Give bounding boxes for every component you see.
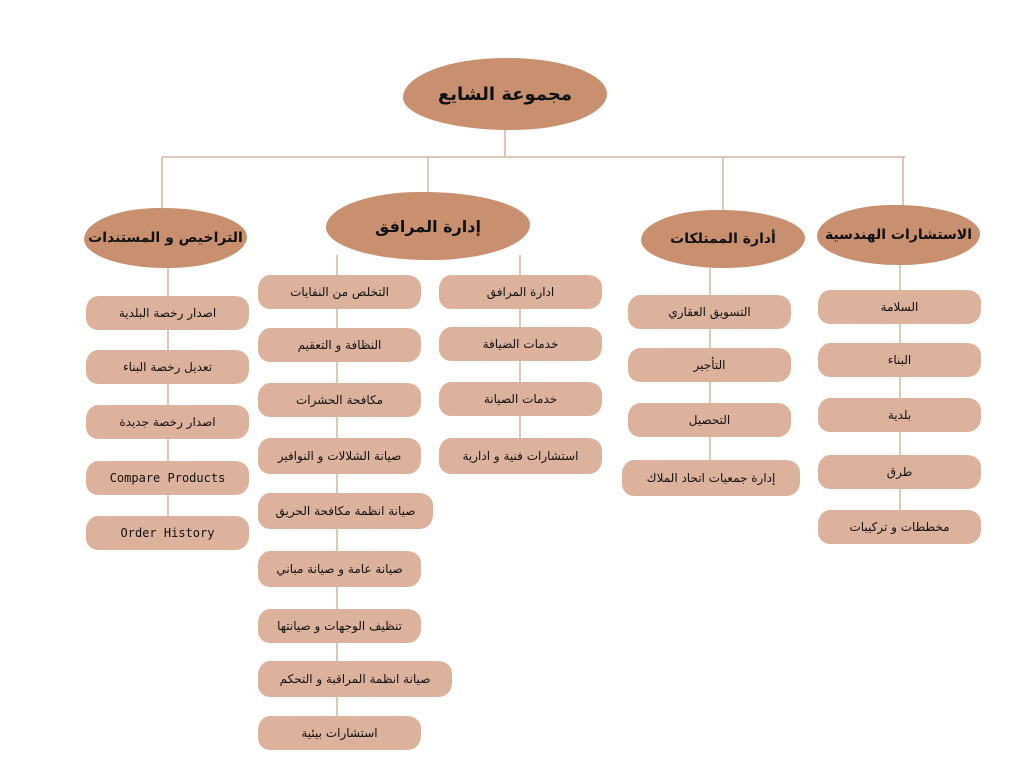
facilities-item-label: ادارة المرافق xyxy=(486,285,555,299)
property-title: أدارة الممتلكات xyxy=(670,231,776,247)
property-item xyxy=(628,348,791,382)
root-node xyxy=(403,58,607,130)
licenses-item-label: Compare Products xyxy=(109,471,226,485)
facilities-item-label: صيانة عامة و صيانة مباني xyxy=(276,562,403,576)
engineering-item xyxy=(818,343,981,377)
facilities-item-label: صيانة انظمة المراقبة و التحكم xyxy=(279,672,431,686)
facilities-right-item xyxy=(439,327,602,361)
engineering-item-label: السلامة xyxy=(880,300,919,314)
property-item xyxy=(628,295,791,329)
engineering-item xyxy=(818,455,981,489)
engineering-item-label: مخططات و تركيبات xyxy=(849,520,950,534)
root-label: مجموعة الشايع xyxy=(438,83,573,105)
licenses-item-label: تعديل رخصة البناء xyxy=(122,360,213,374)
facilities-left-item xyxy=(258,383,421,417)
licenses-item xyxy=(86,296,249,330)
property-item-label: إدارة جمعيات اتحاد الملاك xyxy=(646,471,776,485)
property-head xyxy=(641,210,805,268)
facilities-item-label: النظافة و التعقيم xyxy=(297,338,382,352)
licenses-item xyxy=(86,405,249,439)
facilities-left-item xyxy=(258,551,421,587)
facilities-item-label: تنظيف الوجهات و صيانتها xyxy=(277,619,402,633)
licenses-title: التراخيص و المستندات xyxy=(88,230,243,246)
facilities-left-item xyxy=(258,661,452,697)
property-item-label: التأجير xyxy=(693,358,726,372)
facilities-item-label: خدمات الضيافة xyxy=(482,337,559,351)
facilities-item-label: صيانة انظمة مكافحة الحريق xyxy=(275,504,416,518)
engineering-item-label: طرق xyxy=(886,465,913,479)
licenses-item-label: اصدار رخصة البلدية xyxy=(118,306,217,320)
property-item-label: التحصيل xyxy=(688,413,731,427)
facilities-title: إدارة المرافق xyxy=(375,216,481,236)
licenses-item-label: اصدار رخصة جديدة xyxy=(119,415,216,429)
facilities-right-item xyxy=(439,275,602,309)
facilities-left-item xyxy=(258,275,421,309)
facilities-item-label: استشارات بيئية xyxy=(301,726,378,740)
facilities-item-label: مكافحة الحشرات xyxy=(295,393,384,407)
licenses-item xyxy=(86,516,249,550)
facilities-item-label: التخلص من النفايات xyxy=(290,285,389,299)
property-item xyxy=(628,403,791,437)
engineering-item xyxy=(818,398,981,432)
property-item-label: التسويق العقاري xyxy=(668,305,751,319)
engineering-item-label: البناء xyxy=(887,353,912,367)
facilities-item-label: استشارات فنية و ادارية xyxy=(462,449,579,463)
licenses-item-label: Order History xyxy=(120,526,215,540)
licenses-item xyxy=(86,350,249,384)
facilities-item-label: صيانة الشلالات و النوافير xyxy=(277,449,402,463)
engineering-head xyxy=(817,205,980,265)
engineering-title: الاستشارات الهندسية xyxy=(824,227,973,243)
facilities-left-item xyxy=(258,493,433,529)
licenses-item xyxy=(86,461,249,495)
facilities-head xyxy=(326,192,530,260)
facilities-right-item xyxy=(439,438,602,474)
property-item xyxy=(622,460,800,496)
engineering-item xyxy=(818,290,981,324)
facilities-left-item xyxy=(258,328,421,362)
licenses-head xyxy=(84,208,247,268)
facilities-left-item xyxy=(258,609,421,643)
facilities-left-item xyxy=(258,716,421,750)
engineering-item-label: بلدية xyxy=(887,408,912,422)
facilities-right-item xyxy=(439,382,602,416)
engineering-item xyxy=(818,510,981,544)
facilities-left-item xyxy=(258,438,421,474)
facilities-item-label: خدمات الصيانة xyxy=(483,392,558,406)
